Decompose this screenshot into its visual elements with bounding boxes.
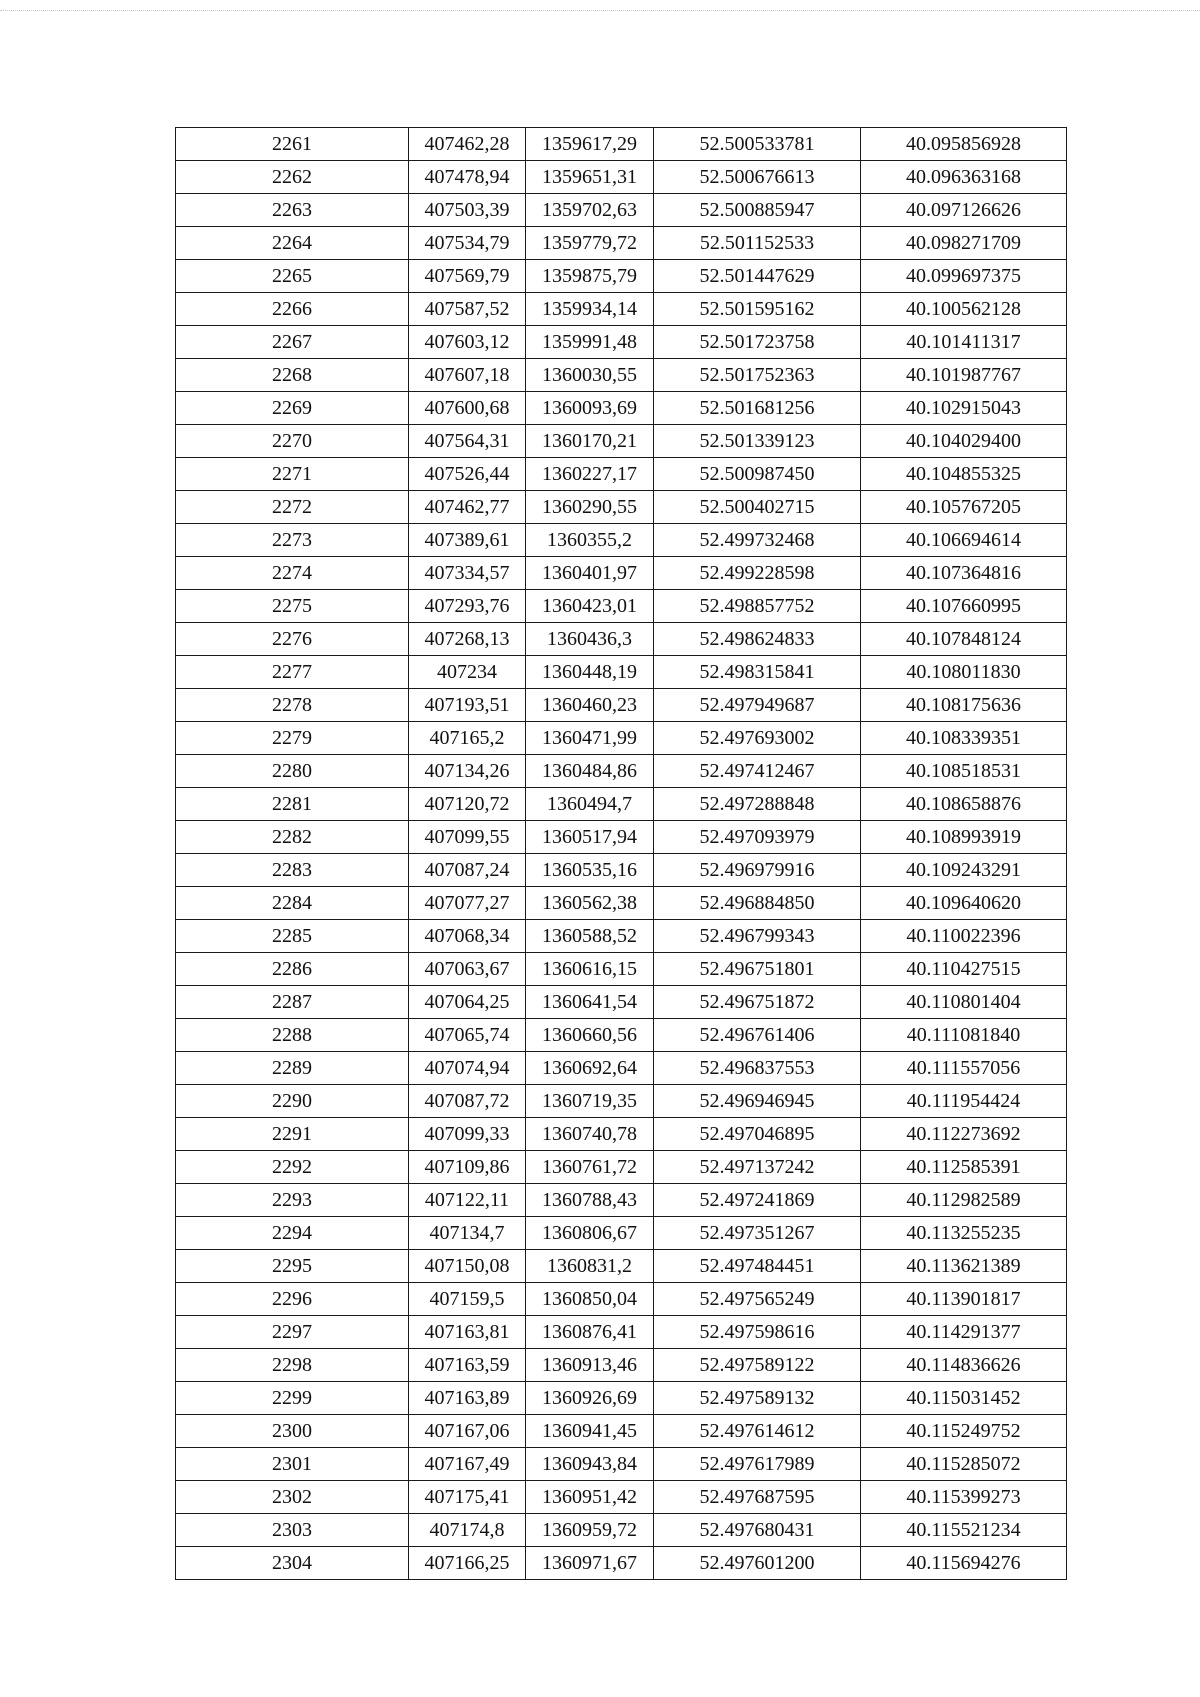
point-number-cell: 2263 bbox=[176, 194, 409, 227]
table-row bbox=[176, 1250, 1067, 1283]
longitude-cell: 40.110022396 bbox=[861, 920, 1067, 953]
longitude-cell: 40.108175636 bbox=[861, 689, 1067, 722]
longitude-cell: 40.113621389 bbox=[861, 1250, 1067, 1283]
longitude-cell: 40.108339351 bbox=[861, 722, 1067, 755]
table-row bbox=[176, 326, 1067, 359]
longitude-cell: 40.109243291 bbox=[861, 854, 1067, 887]
x-coordinate-cell: 407569,79 bbox=[409, 260, 526, 293]
table-row bbox=[176, 227, 1067, 260]
x-coordinate-cell: 407159,5 bbox=[409, 1283, 526, 1316]
longitude-cell: 40.112273692 bbox=[861, 1118, 1067, 1151]
longitude-cell: 40.107364816 bbox=[861, 557, 1067, 590]
x-coordinate-cell: 407534,79 bbox=[409, 227, 526, 260]
latitude-cell: 52.496751872 bbox=[654, 986, 861, 1019]
latitude-cell: 52.498315841 bbox=[654, 656, 861, 689]
point-number-cell: 2296 bbox=[176, 1283, 409, 1316]
table-row bbox=[176, 887, 1067, 920]
y-coordinate-cell: 1360093,69 bbox=[526, 392, 654, 425]
point-number-cell: 2294 bbox=[176, 1217, 409, 1250]
point-number-cell: 2270 bbox=[176, 425, 409, 458]
latitude-cell: 52.497589122 bbox=[654, 1349, 861, 1382]
latitude-cell: 52.496946945 bbox=[654, 1085, 861, 1118]
latitude-cell: 52.497680431 bbox=[654, 1514, 861, 1547]
table-row bbox=[176, 1514, 1067, 1547]
latitude-cell: 52.501681256 bbox=[654, 392, 861, 425]
latitude-cell: 52.501752363 bbox=[654, 359, 861, 392]
latitude-cell: 52.500402715 bbox=[654, 491, 861, 524]
x-coordinate-cell: 407234 bbox=[409, 656, 526, 689]
x-coordinate-cell: 407607,18 bbox=[409, 359, 526, 392]
x-coordinate-cell: 407503,39 bbox=[409, 194, 526, 227]
latitude-cell: 52.497137242 bbox=[654, 1151, 861, 1184]
point-number-cell: 2303 bbox=[176, 1514, 409, 1547]
table-row bbox=[176, 1448, 1067, 1481]
table-row bbox=[176, 755, 1067, 788]
x-coordinate-cell: 407134,7 bbox=[409, 1217, 526, 1250]
table-row bbox=[176, 128, 1067, 161]
longitude-cell: 40.115249752 bbox=[861, 1415, 1067, 1448]
x-coordinate-cell: 407163,89 bbox=[409, 1382, 526, 1415]
longitude-cell: 40.097126626 bbox=[861, 194, 1067, 227]
point-number-cell: 2274 bbox=[176, 557, 409, 590]
table-row bbox=[176, 1184, 1067, 1217]
y-coordinate-cell: 1360926,69 bbox=[526, 1382, 654, 1415]
x-coordinate-cell: 407165,2 bbox=[409, 722, 526, 755]
y-coordinate-cell: 1360641,54 bbox=[526, 986, 654, 1019]
longitude-cell: 40.111081840 bbox=[861, 1019, 1067, 1052]
latitude-cell: 52.497949687 bbox=[654, 689, 861, 722]
point-number-cell: 2284 bbox=[176, 887, 409, 920]
y-coordinate-cell: 1360448,19 bbox=[526, 656, 654, 689]
point-number-cell: 2275 bbox=[176, 590, 409, 623]
latitude-cell: 52.500533781 bbox=[654, 128, 861, 161]
x-coordinate-cell: 407334,57 bbox=[409, 557, 526, 590]
latitude-cell: 52.500676613 bbox=[654, 161, 861, 194]
table-row bbox=[176, 359, 1067, 392]
table-row bbox=[176, 1283, 1067, 1316]
table-row bbox=[176, 392, 1067, 425]
table-row bbox=[176, 623, 1067, 656]
y-coordinate-cell: 1360401,97 bbox=[526, 557, 654, 590]
latitude-cell: 52.501152533 bbox=[654, 227, 861, 260]
longitude-cell: 40.106694614 bbox=[861, 524, 1067, 557]
y-coordinate-cell: 1360471,99 bbox=[526, 722, 654, 755]
x-coordinate-cell: 407167,49 bbox=[409, 1448, 526, 1481]
y-coordinate-cell: 1360436,3 bbox=[526, 623, 654, 656]
point-number-cell: 2297 bbox=[176, 1316, 409, 1349]
table-row bbox=[176, 1217, 1067, 1250]
longitude-cell: 40.115521234 bbox=[861, 1514, 1067, 1547]
y-coordinate-cell: 1360761,72 bbox=[526, 1151, 654, 1184]
latitude-cell: 52.497241869 bbox=[654, 1184, 861, 1217]
x-coordinate-cell: 407064,25 bbox=[409, 986, 526, 1019]
table-row bbox=[176, 722, 1067, 755]
x-coordinate-cell: 407587,52 bbox=[409, 293, 526, 326]
coordinates-table bbox=[175, 127, 1067, 1580]
y-coordinate-cell: 1360788,43 bbox=[526, 1184, 654, 1217]
y-coordinate-cell: 1359991,48 bbox=[526, 326, 654, 359]
latitude-cell: 52.501595162 bbox=[654, 293, 861, 326]
table-row bbox=[176, 1349, 1067, 1382]
x-coordinate-cell: 407166,25 bbox=[409, 1547, 526, 1580]
x-coordinate-cell: 407163,59 bbox=[409, 1349, 526, 1382]
table-row bbox=[176, 260, 1067, 293]
y-coordinate-cell: 1360484,86 bbox=[526, 755, 654, 788]
x-coordinate-cell: 407065,74 bbox=[409, 1019, 526, 1052]
table-row bbox=[176, 524, 1067, 557]
latitude-cell: 52.498857752 bbox=[654, 590, 861, 623]
latitude-cell: 52.500987450 bbox=[654, 458, 861, 491]
longitude-cell: 40.115694276 bbox=[861, 1547, 1067, 1580]
table-row bbox=[176, 920, 1067, 953]
x-coordinate-cell: 407099,55 bbox=[409, 821, 526, 854]
longitude-cell: 40.104855325 bbox=[861, 458, 1067, 491]
longitude-cell: 40.110801404 bbox=[861, 986, 1067, 1019]
longitude-cell: 40.115285072 bbox=[861, 1448, 1067, 1481]
point-number-cell: 2278 bbox=[176, 689, 409, 722]
longitude-cell: 40.101987767 bbox=[861, 359, 1067, 392]
point-number-cell: 2286 bbox=[176, 953, 409, 986]
point-number-cell: 2288 bbox=[176, 1019, 409, 1052]
latitude-cell: 52.497046895 bbox=[654, 1118, 861, 1151]
point-number-cell: 2261 bbox=[176, 128, 409, 161]
scan-edge-line bbox=[0, 10, 1200, 11]
latitude-cell: 52.501339123 bbox=[654, 425, 861, 458]
point-number-cell: 2281 bbox=[176, 788, 409, 821]
point-number-cell: 2300 bbox=[176, 1415, 409, 1448]
table-row bbox=[176, 590, 1067, 623]
x-coordinate-cell: 407389,61 bbox=[409, 524, 526, 557]
longitude-cell: 40.115031452 bbox=[861, 1382, 1067, 1415]
y-coordinate-cell: 1360616,15 bbox=[526, 953, 654, 986]
longitude-cell: 40.114836626 bbox=[861, 1349, 1067, 1382]
y-coordinate-cell: 1360494,7 bbox=[526, 788, 654, 821]
x-coordinate-cell: 407293,76 bbox=[409, 590, 526, 623]
point-number-cell: 2276 bbox=[176, 623, 409, 656]
x-coordinate-cell: 407150,08 bbox=[409, 1250, 526, 1283]
longitude-cell: 40.113255235 bbox=[861, 1217, 1067, 1250]
table-row bbox=[176, 425, 1067, 458]
table-row bbox=[176, 1547, 1067, 1580]
y-coordinate-cell: 1360355,2 bbox=[526, 524, 654, 557]
y-coordinate-cell: 1360719,35 bbox=[526, 1085, 654, 1118]
latitude-cell: 52.498624833 bbox=[654, 623, 861, 656]
x-coordinate-cell: 407462,28 bbox=[409, 128, 526, 161]
y-coordinate-cell: 1360227,17 bbox=[526, 458, 654, 491]
table-row bbox=[176, 656, 1067, 689]
table-row bbox=[176, 458, 1067, 491]
latitude-cell: 52.497687595 bbox=[654, 1481, 861, 1514]
y-coordinate-cell: 1360460,23 bbox=[526, 689, 654, 722]
point-number-cell: 2302 bbox=[176, 1481, 409, 1514]
latitude-cell: 52.496979916 bbox=[654, 854, 861, 887]
latitude-cell: 52.497351267 bbox=[654, 1217, 861, 1250]
table-row bbox=[176, 821, 1067, 854]
x-coordinate-cell: 407163,81 bbox=[409, 1316, 526, 1349]
longitude-cell: 40.100562128 bbox=[861, 293, 1067, 326]
x-coordinate-cell: 407462,77 bbox=[409, 491, 526, 524]
y-coordinate-cell: 1360831,2 bbox=[526, 1250, 654, 1283]
table-row bbox=[176, 1316, 1067, 1349]
x-coordinate-cell: 407167,06 bbox=[409, 1415, 526, 1448]
table-row bbox=[176, 1481, 1067, 1514]
table-row bbox=[176, 1019, 1067, 1052]
latitude-cell: 52.496761406 bbox=[654, 1019, 861, 1052]
latitude-cell: 52.496884850 bbox=[654, 887, 861, 920]
point-number-cell: 2285 bbox=[176, 920, 409, 953]
point-number-cell: 2267 bbox=[176, 326, 409, 359]
latitude-cell: 52.497093979 bbox=[654, 821, 861, 854]
latitude-cell: 52.496837553 bbox=[654, 1052, 861, 1085]
latitude-cell: 52.496751801 bbox=[654, 953, 861, 986]
table-row bbox=[176, 1052, 1067, 1085]
y-coordinate-cell: 1360971,67 bbox=[526, 1547, 654, 1580]
latitude-cell: 52.497412467 bbox=[654, 755, 861, 788]
latitude-cell: 52.501723758 bbox=[654, 326, 861, 359]
table-row bbox=[176, 1382, 1067, 1415]
y-coordinate-cell: 1360943,84 bbox=[526, 1448, 654, 1481]
point-number-cell: 2279 bbox=[176, 722, 409, 755]
longitude-cell: 40.108658876 bbox=[861, 788, 1067, 821]
point-number-cell: 2271 bbox=[176, 458, 409, 491]
latitude-cell: 52.497601200 bbox=[654, 1547, 861, 1580]
point-number-cell: 2293 bbox=[176, 1184, 409, 1217]
x-coordinate-cell: 407099,33 bbox=[409, 1118, 526, 1151]
x-coordinate-cell: 407087,72 bbox=[409, 1085, 526, 1118]
x-coordinate-cell: 407603,12 bbox=[409, 326, 526, 359]
table-row bbox=[176, 194, 1067, 227]
point-number-cell: 2283 bbox=[176, 854, 409, 887]
latitude-cell: 52.500885947 bbox=[654, 194, 861, 227]
x-coordinate-cell: 407068,34 bbox=[409, 920, 526, 953]
y-coordinate-cell: 1360692,64 bbox=[526, 1052, 654, 1085]
table-row bbox=[176, 557, 1067, 590]
point-number-cell: 2277 bbox=[176, 656, 409, 689]
x-coordinate-cell: 407077,27 bbox=[409, 887, 526, 920]
x-coordinate-cell: 407526,44 bbox=[409, 458, 526, 491]
latitude-cell: 52.496799343 bbox=[654, 920, 861, 953]
y-coordinate-cell: 1359779,72 bbox=[526, 227, 654, 260]
longitude-cell: 40.107848124 bbox=[861, 623, 1067, 656]
x-coordinate-cell: 407564,31 bbox=[409, 425, 526, 458]
y-coordinate-cell: 1359617,29 bbox=[526, 128, 654, 161]
longitude-cell: 40.102915043 bbox=[861, 392, 1067, 425]
longitude-cell: 40.113901817 bbox=[861, 1283, 1067, 1316]
longitude-cell: 40.112982589 bbox=[861, 1184, 1067, 1217]
latitude-cell: 52.497288848 bbox=[654, 788, 861, 821]
longitude-cell: 40.114291377 bbox=[861, 1316, 1067, 1349]
y-coordinate-cell: 1360535,16 bbox=[526, 854, 654, 887]
table-row bbox=[176, 854, 1067, 887]
y-coordinate-cell: 1359875,79 bbox=[526, 260, 654, 293]
latitude-cell: 52.497693002 bbox=[654, 722, 861, 755]
longitude-cell: 40.109640620 bbox=[861, 887, 1067, 920]
table-row bbox=[176, 986, 1067, 1019]
point-number-cell: 2266 bbox=[176, 293, 409, 326]
y-coordinate-cell: 1360517,94 bbox=[526, 821, 654, 854]
x-coordinate-cell: 407193,51 bbox=[409, 689, 526, 722]
point-number-cell: 2299 bbox=[176, 1382, 409, 1415]
point-number-cell: 2273 bbox=[176, 524, 409, 557]
latitude-cell: 52.501447629 bbox=[654, 260, 861, 293]
x-coordinate-cell: 407087,24 bbox=[409, 854, 526, 887]
y-coordinate-cell: 1360423,01 bbox=[526, 590, 654, 623]
point-number-cell: 2298 bbox=[176, 1349, 409, 1382]
longitude-cell: 40.108011830 bbox=[861, 656, 1067, 689]
x-coordinate-cell: 407122,11 bbox=[409, 1184, 526, 1217]
longitude-cell: 40.099697375 bbox=[861, 260, 1067, 293]
point-number-cell: 2262 bbox=[176, 161, 409, 194]
point-number-cell: 2291 bbox=[176, 1118, 409, 1151]
x-coordinate-cell: 407478,94 bbox=[409, 161, 526, 194]
y-coordinate-cell: 1360850,04 bbox=[526, 1283, 654, 1316]
latitude-cell: 52.497589132 bbox=[654, 1382, 861, 1415]
longitude-cell: 40.108518531 bbox=[861, 755, 1067, 788]
x-coordinate-cell: 407174,8 bbox=[409, 1514, 526, 1547]
table-row bbox=[176, 293, 1067, 326]
latitude-cell: 52.497484451 bbox=[654, 1250, 861, 1283]
longitude-cell: 40.096363168 bbox=[861, 161, 1067, 194]
latitude-cell: 52.499228598 bbox=[654, 557, 861, 590]
point-number-cell: 2295 bbox=[176, 1250, 409, 1283]
point-number-cell: 2282 bbox=[176, 821, 409, 854]
longitude-cell: 40.098271709 bbox=[861, 227, 1067, 260]
y-coordinate-cell: 1360030,55 bbox=[526, 359, 654, 392]
y-coordinate-cell: 1360170,21 bbox=[526, 425, 654, 458]
point-number-cell: 2301 bbox=[176, 1448, 409, 1481]
latitude-cell: 52.499732468 bbox=[654, 524, 861, 557]
longitude-cell: 40.104029400 bbox=[861, 425, 1067, 458]
x-coordinate-cell: 407120,72 bbox=[409, 788, 526, 821]
y-coordinate-cell: 1360951,42 bbox=[526, 1481, 654, 1514]
table-row bbox=[176, 788, 1067, 821]
x-coordinate-cell: 407074,94 bbox=[409, 1052, 526, 1085]
y-coordinate-cell: 1359934,14 bbox=[526, 293, 654, 326]
latitude-cell: 52.497565249 bbox=[654, 1283, 861, 1316]
point-number-cell: 2280 bbox=[176, 755, 409, 788]
y-coordinate-cell: 1360740,78 bbox=[526, 1118, 654, 1151]
table-row bbox=[176, 1151, 1067, 1184]
y-coordinate-cell: 1360290,55 bbox=[526, 491, 654, 524]
y-coordinate-cell: 1360588,52 bbox=[526, 920, 654, 953]
point-number-cell: 2268 bbox=[176, 359, 409, 392]
longitude-cell: 40.115399273 bbox=[861, 1481, 1067, 1514]
y-coordinate-cell: 1360806,67 bbox=[526, 1217, 654, 1250]
longitude-cell: 40.108993919 bbox=[861, 821, 1067, 854]
latitude-cell: 52.497614612 bbox=[654, 1415, 861, 1448]
coordinates-table-body bbox=[176, 128, 1067, 1580]
longitude-cell: 40.105767205 bbox=[861, 491, 1067, 524]
table-row bbox=[176, 689, 1067, 722]
x-coordinate-cell: 407600,68 bbox=[409, 392, 526, 425]
point-number-cell: 2304 bbox=[176, 1547, 409, 1580]
x-coordinate-cell: 407268,13 bbox=[409, 623, 526, 656]
table-row bbox=[176, 1085, 1067, 1118]
longitude-cell: 40.095856928 bbox=[861, 128, 1067, 161]
y-coordinate-cell: 1359651,31 bbox=[526, 161, 654, 194]
point-number-cell: 2292 bbox=[176, 1151, 409, 1184]
y-coordinate-cell: 1360562,38 bbox=[526, 887, 654, 920]
y-coordinate-cell: 1360959,72 bbox=[526, 1514, 654, 1547]
table-row bbox=[176, 953, 1067, 986]
point-number-cell: 2289 bbox=[176, 1052, 409, 1085]
x-coordinate-cell: 407063,67 bbox=[409, 953, 526, 986]
y-coordinate-cell: 1360660,56 bbox=[526, 1019, 654, 1052]
x-coordinate-cell: 407175,41 bbox=[409, 1481, 526, 1514]
table-row bbox=[176, 161, 1067, 194]
point-number-cell: 2265 bbox=[176, 260, 409, 293]
longitude-cell: 40.111954424 bbox=[861, 1085, 1067, 1118]
y-coordinate-cell: 1360876,41 bbox=[526, 1316, 654, 1349]
longitude-cell: 40.110427515 bbox=[861, 953, 1067, 986]
longitude-cell: 40.112585391 bbox=[861, 1151, 1067, 1184]
table-row bbox=[176, 1415, 1067, 1448]
table-row bbox=[176, 491, 1067, 524]
x-coordinate-cell: 407134,26 bbox=[409, 755, 526, 788]
point-number-cell: 2290 bbox=[176, 1085, 409, 1118]
point-number-cell: 2264 bbox=[176, 227, 409, 260]
point-number-cell: 2269 bbox=[176, 392, 409, 425]
longitude-cell: 40.107660995 bbox=[861, 590, 1067, 623]
point-number-cell: 2287 bbox=[176, 986, 409, 1019]
table-row bbox=[176, 1118, 1067, 1151]
point-number-cell: 2272 bbox=[176, 491, 409, 524]
longitude-cell: 40.101411317 bbox=[861, 326, 1067, 359]
longitude-cell: 40.111557056 bbox=[861, 1052, 1067, 1085]
x-coordinate-cell: 407109,86 bbox=[409, 1151, 526, 1184]
latitude-cell: 52.497598616 bbox=[654, 1316, 861, 1349]
y-coordinate-cell: 1360913,46 bbox=[526, 1349, 654, 1382]
y-coordinate-cell: 1360941,45 bbox=[526, 1415, 654, 1448]
y-coordinate-cell: 1359702,63 bbox=[526, 194, 654, 227]
latitude-cell: 52.497617989 bbox=[654, 1448, 861, 1481]
